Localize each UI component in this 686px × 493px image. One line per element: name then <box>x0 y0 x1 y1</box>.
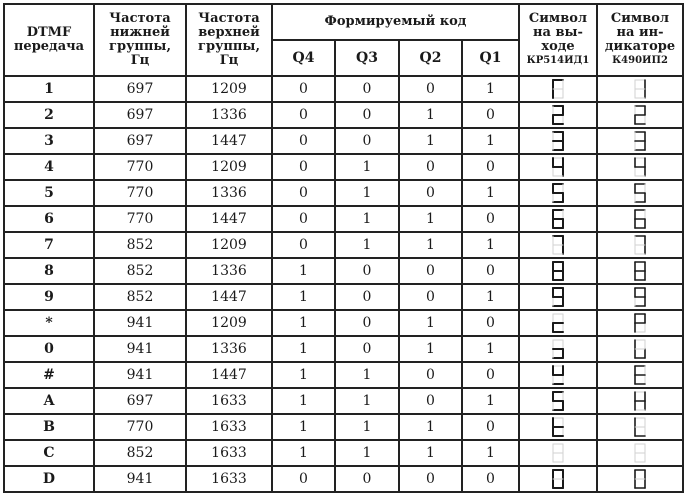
cell-q3: 0 <box>335 128 399 154</box>
cell-low: 852 <box>94 232 186 258</box>
header-symbol-output <box>519 4 597 76</box>
cell-q4: 0 <box>272 102 335 128</box>
cell-q1: 0 <box>462 362 519 388</box>
seven-segment-digit-icon <box>633 235 647 255</box>
cell-high: 1447 <box>186 206 272 232</box>
header-generated-code: Формируемый код <box>272 4 519 40</box>
cell-q1: 0 <box>462 102 519 128</box>
cell-q4: 1 <box>272 258 335 284</box>
cell-q2: 0 <box>399 362 462 388</box>
header-low-line-1: Частота <box>109 11 171 26</box>
cell-q3: 1 <box>335 362 399 388</box>
cell-q3: 0 <box>335 284 399 310</box>
cell-q1: 1 <box>462 284 519 310</box>
table-row <box>4 466 683 492</box>
cell-q3: 0 <box>335 76 399 102</box>
table-body <box>4 76 683 492</box>
cell-low: 941 <box>94 466 186 492</box>
seven-segment-digit-icon <box>633 131 647 151</box>
seven-segment-digit-icon <box>551 209 565 229</box>
table-row <box>4 180 683 206</box>
cell-symbol-indicator <box>597 154 683 180</box>
header-dtmf-line-1: DTMF <box>26 25 72 40</box>
header-high-line-3: группы, <box>198 39 260 54</box>
cell-q3: 0 <box>335 466 399 492</box>
seven-segment-digit-icon <box>633 313 647 333</box>
cell-low: 770 <box>94 154 186 180</box>
cell-high: 1336 <box>186 102 272 128</box>
seven-segment-digit-icon <box>551 339 565 359</box>
cell-q2: 1 <box>399 310 462 336</box>
header-high-line-4: Гц <box>219 53 239 68</box>
seven-segment-digit-icon <box>633 157 647 177</box>
cell-low: 852 <box>94 258 186 284</box>
cell-high: 1633 <box>186 388 272 414</box>
cell-q2: 0 <box>399 76 462 102</box>
cell-symbol-indicator <box>597 76 683 102</box>
table-row <box>4 388 683 414</box>
cell-symbol-output <box>519 76 597 102</box>
table-row <box>4 76 683 102</box>
cell-q4: 1 <box>272 284 335 310</box>
seven-segment-digit-icon <box>551 235 565 255</box>
seven-segment-digit-icon <box>633 365 647 385</box>
cell-symbol-indicator <box>597 466 683 492</box>
cell-symbol-output <box>519 154 597 180</box>
cell-symbol-indicator <box>597 388 683 414</box>
cell-key: 3 <box>4 128 94 154</box>
seven-segment-digit-icon <box>551 313 565 333</box>
cell-key: B <box>4 414 94 440</box>
cell-symbol-indicator <box>597 284 683 310</box>
cell-symbol-indicator <box>597 310 683 336</box>
cell-q1: 0 <box>462 154 519 180</box>
cell-symbol-output <box>519 414 597 440</box>
cell-q4: 1 <box>272 388 335 414</box>
cell-symbol-output <box>519 388 597 414</box>
cell-q1: 1 <box>462 76 519 102</box>
cell-q3: 1 <box>335 232 399 258</box>
table-row <box>4 440 683 466</box>
cell-q4: 0 <box>272 466 335 492</box>
header-high-line-1: Частота <box>198 11 260 26</box>
cell-high: 1447 <box>186 284 272 310</box>
table-row <box>4 206 683 232</box>
cell-symbol-output <box>519 336 597 362</box>
cell-q1: 0 <box>462 414 519 440</box>
cell-high: 1336 <box>186 336 272 362</box>
cell-high: 1336 <box>186 258 272 284</box>
cell-high: 1209 <box>186 76 272 102</box>
header-q1: Q1 <box>462 40 519 76</box>
table-row <box>4 102 683 128</box>
seven-segment-digit-icon <box>551 183 565 203</box>
cell-symbol-output <box>519 310 597 336</box>
cell-q3: 1 <box>335 388 399 414</box>
cell-q2: 1 <box>399 128 462 154</box>
cell-low: 770 <box>94 414 186 440</box>
cell-q1: 1 <box>462 180 519 206</box>
header-q3: Q3 <box>335 40 399 76</box>
cell-q1: 0 <box>462 258 519 284</box>
cell-key: # <box>4 362 94 388</box>
seven-segment-digit-icon <box>551 443 565 463</box>
cell-high: 1209 <box>186 310 272 336</box>
cell-symbol-indicator <box>597 128 683 154</box>
header-sym1-line-4: КР514ИД1 <box>526 55 590 66</box>
cell-q2: 0 <box>399 258 462 284</box>
cell-high: 1447 <box>186 362 272 388</box>
cell-q4: 1 <box>272 414 335 440</box>
cell-key: 7 <box>4 232 94 258</box>
cell-low: 941 <box>94 362 186 388</box>
cell-q4: 1 <box>272 362 335 388</box>
cell-q3: 0 <box>335 258 399 284</box>
seven-segment-digit-icon <box>551 287 565 307</box>
header-low-line-2: нижней <box>110 25 170 40</box>
cell-q4: 1 <box>272 310 335 336</box>
cell-symbol-indicator <box>597 414 683 440</box>
seven-segment-digit-icon <box>551 157 565 177</box>
seven-segment-digit-icon <box>633 417 647 437</box>
cell-symbol-output <box>519 180 597 206</box>
cell-q4: 0 <box>272 76 335 102</box>
seven-segment-digit-icon <box>551 261 565 281</box>
cell-q3: 1 <box>335 180 399 206</box>
cell-q3: 1 <box>335 154 399 180</box>
cell-q3: 1 <box>335 206 399 232</box>
header-sym2-line-4: К490ИП2 <box>612 55 668 66</box>
cell-symbol-output <box>519 362 597 388</box>
cell-key: 0 <box>4 336 94 362</box>
header-row-1 <box>4 4 683 40</box>
seven-segment-digit-icon <box>633 391 647 411</box>
cell-low: 852 <box>94 440 186 466</box>
cell-symbol-indicator <box>597 180 683 206</box>
cell-q3: 0 <box>335 336 399 362</box>
seven-segment-digit-icon <box>633 443 647 463</box>
cell-q1: 0 <box>462 310 519 336</box>
header-sym2-line-3: дикаторе <box>604 39 676 54</box>
cell-q1: 0 <box>462 466 519 492</box>
seven-segment-digit-icon <box>633 469 647 489</box>
header-q2: Q2 <box>399 40 462 76</box>
cell-key: 8 <box>4 258 94 284</box>
cell-q2: 1 <box>399 414 462 440</box>
cell-symbol-output <box>519 440 597 466</box>
cell-symbol-indicator <box>597 440 683 466</box>
cell-q2: 1 <box>399 232 462 258</box>
cell-q4: 0 <box>272 206 335 232</box>
cell-key: 1 <box>4 76 94 102</box>
cell-q3: 0 <box>335 310 399 336</box>
cell-high: 1336 <box>186 180 272 206</box>
seven-segment-digit-icon <box>551 365 565 385</box>
cell-q4: 0 <box>272 154 335 180</box>
cell-symbol-indicator <box>597 336 683 362</box>
cell-q1: 1 <box>462 388 519 414</box>
cell-symbol-output <box>519 466 597 492</box>
cell-low: 770 <box>94 206 186 232</box>
cell-q4: 1 <box>272 336 335 362</box>
header-low-line-3: группы, <box>109 39 171 54</box>
cell-symbol-indicator <box>597 102 683 128</box>
cell-q1: 1 <box>462 440 519 466</box>
header-sym2-line-2: на ин- <box>616 25 664 40</box>
cell-high: 1447 <box>186 128 272 154</box>
header-low-frequency <box>94 4 186 76</box>
cell-q1: 1 <box>462 128 519 154</box>
table-row <box>4 154 683 180</box>
table-row <box>4 336 683 362</box>
cell-key: 5 <box>4 180 94 206</box>
header-sym1-line-2: на вы- <box>533 25 583 40</box>
cell-q3: 0 <box>335 102 399 128</box>
header-dtmf-line-2: передача <box>13 39 85 54</box>
header-high-line-2: верхней <box>198 25 260 40</box>
cell-low: 697 <box>94 76 186 102</box>
seven-segment-digit-icon <box>551 105 565 125</box>
cell-q3: 1 <box>335 440 399 466</box>
cell-low: 852 <box>94 284 186 310</box>
header-q4: Q4 <box>272 40 335 76</box>
cell-low: 770 <box>94 180 186 206</box>
cell-q2: 0 <box>399 284 462 310</box>
table-row <box>4 284 683 310</box>
cell-key: C <box>4 440 94 466</box>
cell-symbol-indicator <box>597 362 683 388</box>
seven-segment-digit-icon <box>633 261 647 281</box>
cell-high: 1633 <box>186 414 272 440</box>
seven-segment-digit-icon <box>633 287 647 307</box>
cell-key: D <box>4 466 94 492</box>
cell-q4: 0 <box>272 128 335 154</box>
cell-q1: 1 <box>462 336 519 362</box>
seven-segment-digit-icon <box>633 209 647 229</box>
cell-q1: 0 <box>462 206 519 232</box>
cell-low: 697 <box>94 102 186 128</box>
seven-segment-digit-icon <box>551 79 565 99</box>
header-low-line-4: Гц <box>130 53 150 68</box>
cell-q2: 1 <box>399 102 462 128</box>
cell-q3: 1 <box>335 414 399 440</box>
cell-high: 1633 <box>186 440 272 466</box>
seven-segment-digit-icon <box>551 391 565 411</box>
cell-symbol-indicator <box>597 206 683 232</box>
cell-q4: 0 <box>272 180 335 206</box>
dtmf-table <box>3 3 684 493</box>
cell-low: 941 <box>94 310 186 336</box>
cell-key: 2 <box>4 102 94 128</box>
cell-symbol-output <box>519 258 597 284</box>
table-row <box>4 414 683 440</box>
cell-key: 9 <box>4 284 94 310</box>
cell-key: A <box>4 388 94 414</box>
dtmf-table-wrapper <box>3 3 682 493</box>
seven-segment-digit-icon <box>633 79 647 99</box>
cell-q2: 1 <box>399 440 462 466</box>
cell-low: 941 <box>94 336 186 362</box>
cell-q2: 0 <box>399 180 462 206</box>
header-sym1-line-3: ходе <box>541 39 575 54</box>
cell-high: 1633 <box>186 466 272 492</box>
table-row <box>4 310 683 336</box>
header-high-frequency <box>186 4 272 76</box>
header-symbol-indicator <box>597 4 683 76</box>
cell-symbol-output <box>519 206 597 232</box>
seven-segment-digit-icon <box>633 183 647 203</box>
cell-symbol-indicator <box>597 232 683 258</box>
cell-high: 1209 <box>186 154 272 180</box>
table-row <box>4 128 683 154</box>
header-dtmf <box>4 4 94 76</box>
cell-q2: 1 <box>399 336 462 362</box>
cell-symbol-output <box>519 284 597 310</box>
header-sym2-line-1: Символ <box>610 11 670 26</box>
cell-key: 6 <box>4 206 94 232</box>
cell-low: 697 <box>94 128 186 154</box>
cell-low: 697 <box>94 388 186 414</box>
seven-segment-digit-icon <box>551 131 565 151</box>
seven-segment-digit-icon <box>633 339 647 359</box>
header-sym1-line-1: Символ <box>528 11 588 26</box>
table-row <box>4 362 683 388</box>
seven-segment-digit-icon <box>551 417 565 437</box>
seven-segment-digit-icon <box>633 105 647 125</box>
cell-high: 1209 <box>186 232 272 258</box>
cell-q2: 1 <box>399 206 462 232</box>
cell-q4: 0 <box>272 232 335 258</box>
cell-q1: 1 <box>462 232 519 258</box>
cell-symbol-output <box>519 232 597 258</box>
cell-key: * <box>4 310 94 336</box>
cell-symbol-output <box>519 102 597 128</box>
seven-segment-digit-icon <box>551 469 565 489</box>
cell-q2: 0 <box>399 466 462 492</box>
cell-symbol-indicator <box>597 258 683 284</box>
table-row <box>4 258 683 284</box>
cell-symbol-output <box>519 128 597 154</box>
cell-key: 4 <box>4 154 94 180</box>
cell-q2: 0 <box>399 154 462 180</box>
cell-q2: 0 <box>399 388 462 414</box>
table-row <box>4 232 683 258</box>
cell-q4: 1 <box>272 440 335 466</box>
